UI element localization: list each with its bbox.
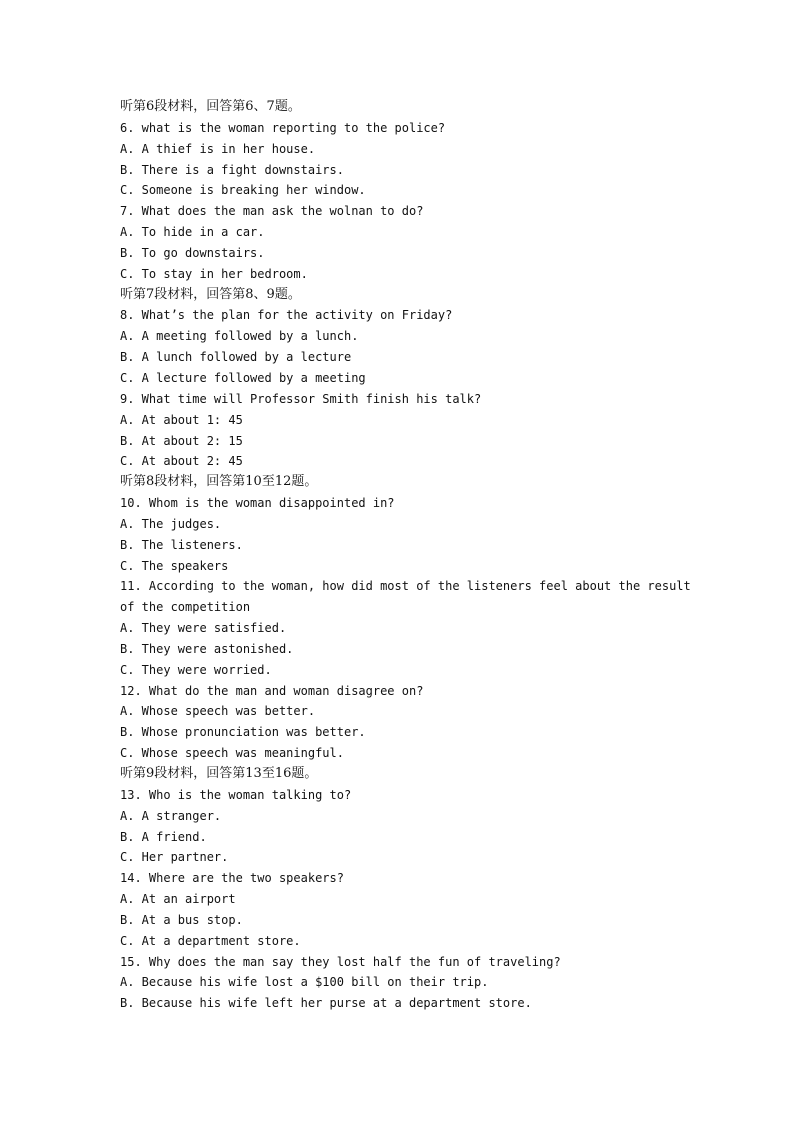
question-text: 13. Who is the woman talking to? <box>120 787 352 802</box>
answer-option: A. They were satisfied. <box>120 621 287 636</box>
question-text: 11. According to the woman, how did most of the listeners feel about the result <box>120 579 691 594</box>
question-text: 12. What do the man and woman disagree on? <box>120 683 424 698</box>
answer-option: A. At about 1: 45 <box>120 412 243 427</box>
listening-questions <box>120 97 691 1014</box>
answer-option: C. At about 2: 45 <box>120 454 243 469</box>
question-text: 9. What time will Professor Smith finish his talk? <box>120 391 482 406</box>
section-heading: 听第6段材料，回答第6、7题。 <box>120 99 301 114</box>
answer-option: B. They were astonished. <box>120 641 294 656</box>
answer-option: B. Whose pronunciation was better. <box>120 725 366 740</box>
answer-option: B. To go downstairs. <box>120 245 265 260</box>
answer-option: B. At about 2: 15 <box>120 433 243 448</box>
question-text: of the competition <box>120 600 251 615</box>
answer-option: B. A lunch followed by a lecture <box>120 350 352 365</box>
answer-option: C. Someone is breaking her window. <box>120 183 366 198</box>
answer-option: A. The judges. <box>120 516 222 531</box>
question-text: 15. Why does the man say they lost half the fun of traveling? <box>120 954 561 969</box>
answer-option: C. The speakers <box>120 558 229 573</box>
answer-option: A. To hide in a car. <box>120 225 265 240</box>
section-heading: 听第8段材料，回答第10至12题。 <box>120 474 318 490</box>
answer-option: A. A thief is in her house. <box>120 141 316 156</box>
section-heading: 听第9段材料，回答第13至16题。 <box>120 766 318 781</box>
answer-option: C. At a department store. <box>120 933 301 948</box>
question-text: 8. What’s the plan for the activity on Friday? <box>120 308 453 323</box>
section-heading: 听第7段材料，回答第8、9题。 <box>120 286 301 302</box>
answer-option: C. To stay in her bedroom. <box>120 266 308 281</box>
question-text: 14. Where are the two speakers? <box>120 871 344 886</box>
answer-option: C. Whose speech was meaningful. <box>120 746 344 761</box>
answer-option: B. Because his wife left her purse at a department store. <box>120 996 532 1011</box>
answer-option: B. The listeners. <box>120 537 243 552</box>
answer-option: C. Her partner. <box>120 850 229 865</box>
answer-option: B. At a bus stop. <box>120 912 243 927</box>
answer-option: A. A meeting followed by a lunch. <box>120 329 359 344</box>
answer-option: A. Whose speech was better. <box>120 704 316 719</box>
answer-option: C. A lecture followed by a meeting <box>120 370 366 385</box>
answer-option: A. A stranger. <box>120 808 222 823</box>
answer-option: B. There is a fight downstairs. <box>120 162 344 177</box>
question-text: 6. what is the woman reporting to the police? <box>120 120 446 135</box>
answer-option: B. A friend. <box>120 829 207 844</box>
answer-option: A. At an airport <box>120 892 236 907</box>
answer-option: C. They were worried. <box>120 662 272 677</box>
question-text: 7. What does the man ask the wolnan to do? <box>120 204 424 219</box>
question-text: 10. Whom is the woman disappointed in? <box>120 496 395 511</box>
answer-option: A. Because his wife lost a $100 bill on their trip. <box>120 975 489 990</box>
